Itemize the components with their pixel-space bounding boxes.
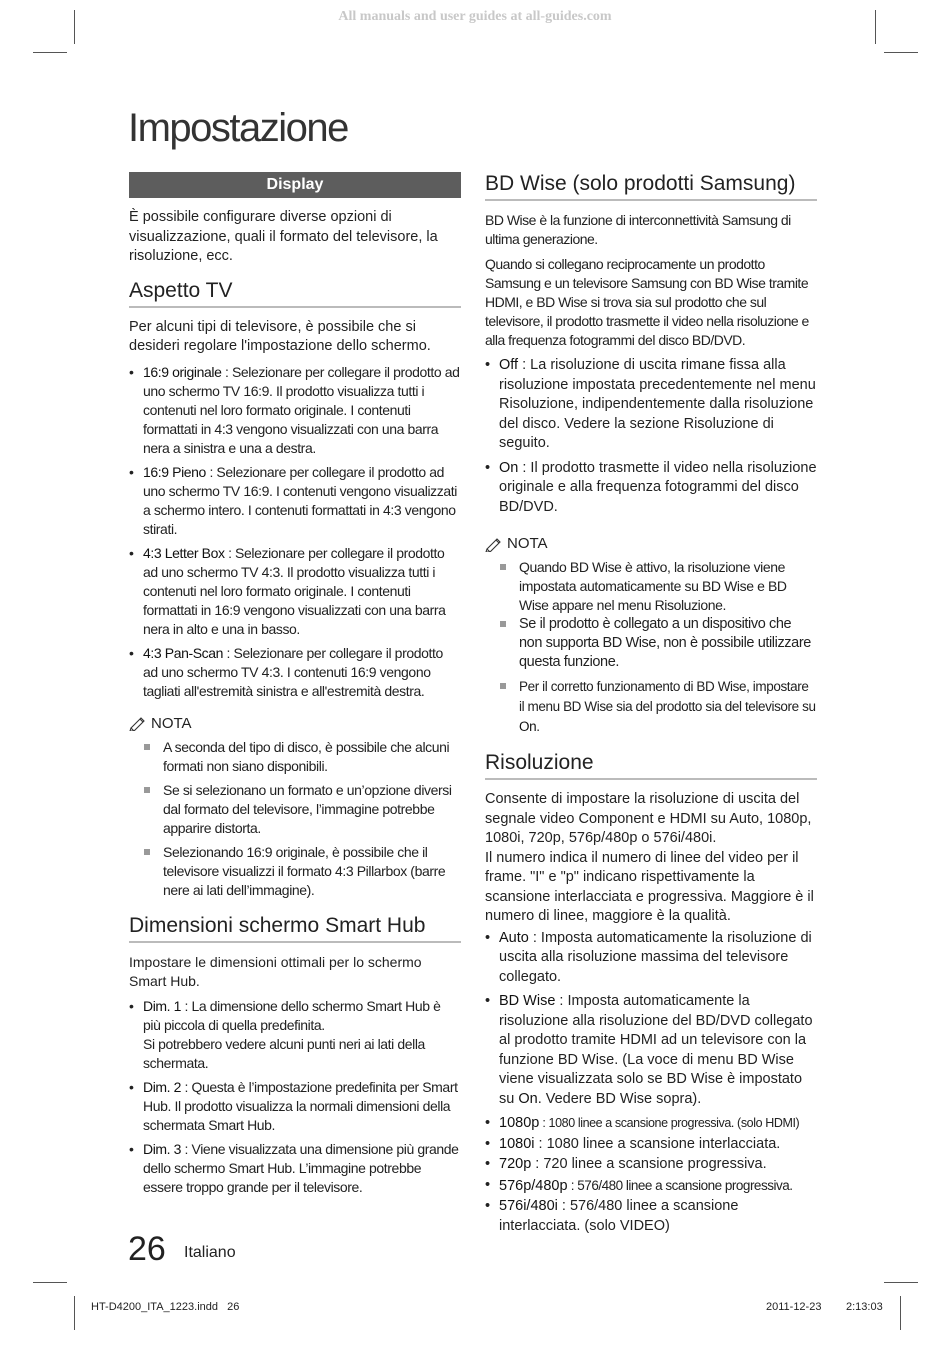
- bdwise-heading: BD Wise (solo prodotti Samsung): [485, 172, 817, 201]
- crop-mark: [884, 52, 918, 53]
- footer-filename: HT-D4200_ITA_1223.indd 26: [91, 1301, 240, 1313]
- aspetto-notes: [129, 738, 461, 900]
- display-intro: È possibile configurare diverse opzioni di visualizzazione, quali il formato del televisore, la risoluzione, ecc.: [129, 209, 438, 264]
- risoluzione-p2: Il numero indica il numero di linee del video per il frame. "I" e "p" indicano rispettivamente la scansione interlacciata e progressiva. Maggiore è il numero di linee, maggiore è la qualità.: [485, 849, 814, 924]
- footer-time: 2:13:03: [846, 1301, 883, 1313]
- risoluzione-p1: Consente di impostare la risoluzione di uscita del segnale video Component e HDMI su Auto, 1080p, 1080i, 720p, 576p/480p o 576i/480i.: [485, 791, 812, 846]
- list-item: • 16:9 Pieno : Selezionare per collegare il prodotto ad uno schermo TV 16:9. I contenuti vengono visualizzati a schermo intero. I contenuti formattati in 4:3 vengono stirati.: [129, 463, 457, 537]
- note-item: A seconda del tipo di disco, è possibile che alcuni formati non siano disponibili.: [129, 738, 461, 776]
- crop-mark: [900, 1296, 901, 1330]
- note-item: Selezionando 16:9 originale, è possibile che il televisore visualizzi il formato 4:3 Pillarbox (barre nere ai lati dell’immagine).: [129, 843, 461, 900]
- nota-heading: NOTA: [129, 715, 461, 732]
- list-item: • 1080p : 1080 linee a scansione progressiva. (solo HDMI): [485, 1115, 800, 1131]
- page-number: 26: [128, 1230, 166, 1268]
- risoluzione-heading: Risoluzione: [485, 751, 817, 780]
- bdwise-p1: BD Wise è la funzione di interconnettività Samsung di ultima generazione.: [485, 212, 791, 247]
- list-item: • Dim. 2 : Questa è l’impostazione predefinita per Smart Hub. Il prodotto visualizza la normali dimensioni della schermata Smart Hub.: [129, 1078, 458, 1133]
- bdwise-notes: [485, 558, 817, 737]
- pencil-icon: [129, 715, 147, 731]
- page-language: Italiano: [184, 1244, 236, 1261]
- nota-heading: NOTA: [485, 535, 817, 552]
- note-item: Se il prodotto è collegato a un dispositivo che non supporta BD Wise, non è possibile utilizzare questa funzione.: [485, 615, 817, 672]
- list-item: • 720p : 720 linee a scansione progressiva.: [485, 1156, 767, 1172]
- list-item: • Auto : Imposta automaticamente la risoluzione di uscita alla risoluzione massima del televisore collegato.: [485, 929, 812, 985]
- list-item: • 576i/480i : 576/480 linee a scansione interlacciata. (solo VIDEO): [485, 1198, 739, 1234]
- list-item: • On : Il prodotto trasmette il video nella risoluzione originale e alla frequenza fotogrammi del disco BD/DVD.: [485, 459, 817, 515]
- left-column: [129, 172, 461, 1203]
- list-item: • Dim. 3 : Viene visualizzata una dimensione più grande dello schermo Smart Hub. L’immagine potrebbe essere troppo grande per il televisore.: [129, 1140, 459, 1195]
- list-item: • 4:3 Pan-Scan : Selezionare per collegare il prodotto ad uno schermo TV 4:3. I contenuti 16:9 vengono tagliati all'estremità sinistra e all'estremità destra.: [129, 644, 443, 699]
- note-item: Se si selezionano un formato e un’opzione diversi dal formato del televisore, l’immagine potrebbe apparire distorta.: [129, 781, 461, 838]
- risoluzione-list: [485, 929, 817, 1237]
- note-item: Per il corretto funzionamento di BD Wise, impostare il menu BD Wise sia del prodotto sia del televisore su On.: [485, 677, 817, 737]
- smarthub-intro: Impostare le dimensioni ottimali per lo schermo Smart Hub.: [129, 953, 422, 989]
- aspetto-intro: Per alcuni tipi di televisore, è possibile che si desideri regolare l'impostazione dello schermo.: [129, 318, 431, 354]
- list-item: • Off : La risoluzione di uscita rimane fissa alla risoluzione impostata precedentemente nel menu Risoluzione, indipendentemente dalla risoluzione del disco. Vedere la sezione Risoluzione di seguito.: [485, 357, 816, 451]
- list-item: • 4:3 Letter Box : Selezionare per collegare il prodotto ad uno schermo TV 4:3. Il prodotto visualizza tutti i contenuti nel loro formato originale. I contenuti formattati in 16:9 vengono visualizzati con una barra nera in alto e una in basso.: [129, 544, 446, 637]
- bdwise-list: [485, 356, 817, 517]
- note-item: Quando BD Wise è attivo, la risoluzione viene impostata automaticamente su BD Wise e BD Wise appare nel menu Risoluzione.: [485, 558, 817, 615]
- list-item: • Dim. 1 : La dimensione dello schermo Smart Hub è più piccola di quella predefinita. Si potrebbero vedere alcuni punti neri ai lati della schermata.: [129, 997, 441, 1071]
- crop-mark: [33, 1282, 67, 1283]
- crop-mark: [884, 1282, 918, 1283]
- aspetto-list: [129, 363, 461, 701]
- list-item: • 1080i : 1080 linee a scansione interlacciata.: [485, 1135, 781, 1152]
- list-item: • BD Wise : Imposta automaticamente la risoluzione alla risoluzione del BD/DVD collegato al prodotto tramite HDMI ad un televisore con la funzione BD Wise. (La voce di menu BD Wise viene visualizzata solo se BD Wise è impostato su On. Vedere BD Wise sopra).: [485, 993, 813, 1107]
- right-column: [485, 172, 817, 1242]
- bdwise-p2: Quando si collegano reciprocamente un prodotto Samsung e un televisore Samsung con BD Wise tramite HDMI, e BD Wise si trova sia sul prodotto che sul televisore, il prodotto trasmette il video nella risoluzione e alla frequenza fotogrammi del disco BD/DVD.: [485, 256, 809, 348]
- pencil-icon: [485, 536, 503, 552]
- aspetto-heading: Aspetto TV: [129, 279, 461, 308]
- list-item: • 576p/480p : 576/480 linee a scansione progressiva.: [485, 1176, 793, 1194]
- smarthub-heading: Dimensioni schermo Smart Hub: [129, 914, 461, 943]
- crop-mark: [33, 52, 67, 53]
- list-item: • 16:9 originale : Selezionare per collegare il prodotto ad uno schermo TV 16:9. Il prodotto visualizza tutti i contenuti nel loro formato originale. I contenuti formattati in 4:3 vengono visualizzati con una barra nera a sinistra e una a destra.: [129, 363, 460, 456]
- smarthub-list: [129, 997, 461, 1197]
- footer-date: 2011-12-23: [766, 1301, 822, 1313]
- watermark: All manuals and user guides at all-guides.com: [338, 9, 612, 24]
- crop-mark: [74, 10, 75, 44]
- crop-mark: [74, 1296, 75, 1330]
- display-section-bar: Display: [129, 172, 461, 198]
- page-title: Impostazione: [128, 106, 348, 150]
- crop-mark: [875, 10, 876, 44]
